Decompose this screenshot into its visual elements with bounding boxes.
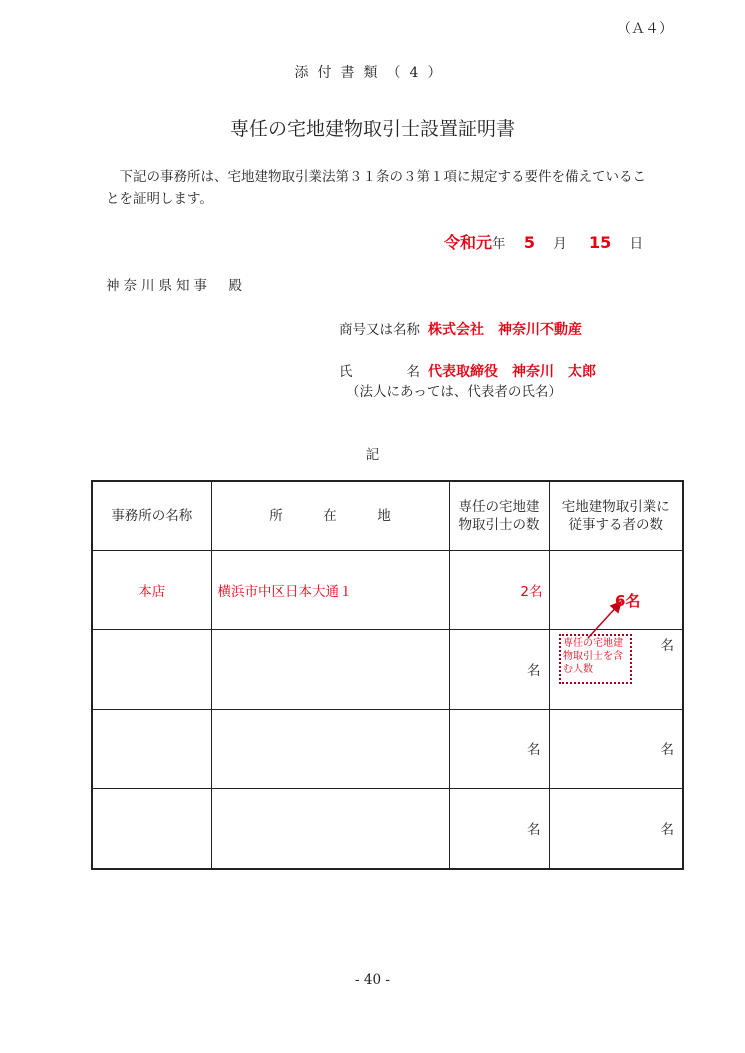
page-number: - 40 - <box>355 972 390 988</box>
staff-count-suffix: 名 <box>660 638 674 655</box>
staff-count-suffix: 名 <box>660 742 674 759</box>
agent-count-suffix: 名 <box>527 742 541 759</box>
date-day: 15 <box>589 233 612 252</box>
date-month: 5 <box>523 233 535 252</box>
header-staff-count: 宅地建物取引業に従事する者の数 <box>549 481 683 550</box>
annotation-staff-count: 6名 <box>615 592 641 610</box>
agent-count-suffix: 名 <box>527 822 541 838</box>
company-label: 商号又は名称 <box>339 322 420 338</box>
header-office-name: 事務所の名称 <box>92 481 211 550</box>
agent-count-cell: 2名 <box>449 550 549 630</box>
staff-count-suffix: 名 <box>660 822 674 838</box>
date-year-suffix: 年 <box>492 236 506 252</box>
attachment-heading: 添付書類（4） <box>294 65 451 81</box>
company-name: 株式会社 神奈川不動産 <box>428 322 582 338</box>
header-agent-count: 専任の宅地建物取引士の数 <box>449 481 549 550</box>
agent-count-suffix: 名 <box>527 662 541 679</box>
representative-label: 氏 名 <box>339 364 420 380</box>
date-era: 令和元 <box>444 233 493 252</box>
date-month-suffix: 月 <box>553 236 567 252</box>
addressee: 神奈川県知事 殿 <box>106 278 246 294</box>
ki-heading: 記 <box>365 447 380 463</box>
representative-name: 代表取締役 神奈川 太郎 <box>428 364 596 380</box>
office-name-cell: 本店 <box>92 550 211 630</box>
header-location: 所 在 地 <box>211 481 449 550</box>
paper-size-label: （Ａ４） <box>617 21 673 37</box>
annotation-note-box: 専任の宅地建物取引士を含む人数 <box>559 634 632 684</box>
document-title: 専任の宅地建物取引士設置証明書 <box>229 118 515 140</box>
certification-text: 下記の事務所は、宅地建物取引業法第３１条の３第１項に規定する要件を備えていることを証明します。 <box>106 169 646 207</box>
representative-note: （法人にあっては、代表者の氏名） <box>346 384 562 400</box>
date-day-suffix: 日 <box>629 236 644 252</box>
address-cell: 横浜市中区日本大通１ <box>211 550 449 630</box>
